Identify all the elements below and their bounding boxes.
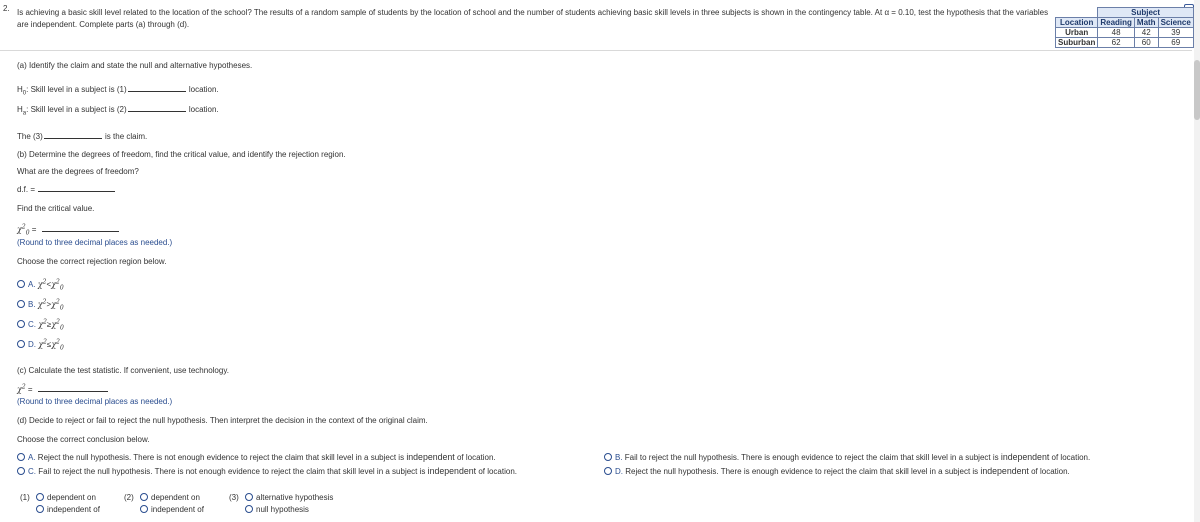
h0-line [17,84,219,97]
chi-symbol: $\chi^2$ [37,298,47,309]
table-row [1056,28,1194,38]
ha-prefix: Skill level in a subject is (2) [30,105,127,114]
choice-label: dependent on [47,493,96,502]
test-stat-line: $\chi^2$ = [17,384,108,394]
radio-button[interactable] [36,493,44,501]
table-cell: 42 [1134,28,1158,38]
table-row-header: Urban [1056,28,1098,38]
conclusion-option-d[interactable] [604,466,1070,476]
option-operator: ≤ [46,340,52,349]
chi0-symbol: $\chi^2_0$ [51,318,64,332]
choice-dependent-on-1[interactable] [36,493,96,502]
table-corner-header: Location [1056,18,1098,28]
radio-button[interactable] [140,505,148,513]
region-option-c[interactable] [17,318,64,332]
radio-button[interactable] [17,300,25,308]
h0-prefix: Skill level in a subject is (1) [30,85,127,94]
part-a-heading: (a) Identify the claim and state the null and alternative hypotheses. [17,61,253,70]
table-group-header: Subject [1098,8,1193,18]
divider [0,50,1192,51]
h0-suffix: location. [188,85,219,94]
option-letter: D. [615,467,623,476]
part-b-heading: (b) Determine the degrees of freedom, find the critical value, and identify the rejection region. [17,150,346,159]
radio-button[interactable] [245,505,253,513]
table-cell: 39 [1158,28,1193,38]
conclusion-option-c[interactable] [17,466,517,476]
choice-group-label: (1) [20,493,30,502]
radio-button[interactable] [245,493,253,501]
claim-prefix: The (3) [17,132,43,141]
table-col-header: Science [1158,18,1193,28]
option-letter: D. [28,340,36,349]
chi-symbol: $\chi^2$ [38,318,47,329]
option-text: Reject the null hypothesis. There is enough evidence to reject the claim that skill level in a subject is [625,467,979,476]
chi-symbol: $\chi^2$ [38,338,47,349]
option-letter: A. [28,280,36,289]
option-tail: of location. [456,453,496,462]
question-number: 2. [3,4,10,13]
option-operator: ≥ [46,320,52,329]
claim-line [17,131,147,141]
choice-label: null hypothesis [256,505,309,514]
choice-null-hypothesis[interactable] [245,505,309,514]
choice-group-label: (2) [124,493,134,502]
option-text: Fail to reject the null hypothesis. There is not enough evidence to reject the claim that skill level in a subject is [38,467,426,476]
blank-3[interactable] [44,131,102,139]
choice-label: independent of [151,505,204,514]
choice-label: dependent on [151,493,200,502]
blank-2[interactable] [128,104,186,112]
df-input[interactable] [38,184,115,192]
table-row-header: Suburban [1056,38,1098,48]
option-letter: A. [28,453,36,462]
table-row [1056,38,1194,48]
part-c-heading: (c) Calculate the test statistic. If convenient, use technology. [17,366,229,375]
table-cell: 60 [1134,38,1158,48]
choice-independent-of-2[interactable] [140,505,204,514]
table-blank-corner [1056,8,1098,18]
table-cell: 48 [1098,28,1135,38]
option-emphasis: independent [1000,452,1050,462]
h0-symbol: $H_0$: [17,85,29,97]
table-cell: 69 [1158,38,1193,48]
cv-input[interactable] [42,224,119,232]
option-tail: of location. [1051,453,1091,462]
option-tail: of location. [1031,467,1070,476]
chi0-symbol: $\chi^2_0$ [17,223,30,237]
table-col-header: Math [1134,18,1158,28]
option-letter: B. [28,300,36,309]
scrollbar-thumb[interactable] [1194,60,1200,120]
round-hint-c: (Round to three decimal places as needed.) [17,397,173,406]
radio-button[interactable] [17,320,25,328]
df-question: What are the degrees of freedom? [17,167,139,176]
chi-symbol: $\chi^2$ [17,383,26,394]
radio-button[interactable] [17,280,25,288]
ha-line [17,104,219,117]
choice-dependent-on-2[interactable] [140,493,200,502]
option-letter: B. [615,453,623,462]
radio-button[interactable] [17,467,25,475]
option-operator: > [46,300,52,309]
option-emphasis: independent [406,452,455,462]
test-stat-input[interactable] [38,384,108,392]
contingency-table [1055,7,1194,48]
region-prompt: Choose the correct rejection region below. [17,257,167,266]
conclusion-option-a[interactable] [17,452,496,462]
choice-label: alternative hypothesis [256,493,334,502]
chi0-symbol: $\chi^2_0$ [51,338,64,352]
region-option-b[interactable] [17,298,64,312]
option-emphasis: independent [980,466,1029,476]
conclusion-prompt: Choose the correct conclusion below. [17,435,150,444]
option-letter: C. [28,467,36,476]
choice-independent-of-1[interactable] [36,505,100,514]
region-option-a[interactable] [17,278,64,292]
table-cell: 62 [1098,38,1135,48]
radio-button[interactable] [36,505,44,513]
choice-label: independent of [47,505,100,514]
part-d-heading: (d) Decide to reject or fail to reject the null hypothesis. Then interpret the decision in the context of the original claim. [17,416,428,425]
option-tail: of location. [478,467,518,476]
radio-button[interactable] [17,453,25,461]
radio-button[interactable] [17,340,25,348]
round-hint-b: (Round to three decimal places as needed.) [17,238,173,247]
choice-group-label: (3) [229,493,239,502]
choice-alternative-hypothesis[interactable] [245,493,333,502]
ha-suffix: location. [188,105,219,114]
option-letter: C. [28,320,36,329]
chi0-symbol: $\chi^2_0$ [51,278,64,292]
chi-symbol: $\chi^2$ [37,278,47,289]
region-option-d[interactable] [17,338,64,352]
ha-symbol: $H_a$: [17,105,29,117]
radio-button[interactable] [604,453,612,461]
claim-suffix: is the claim. [105,132,148,141]
cv-line: $\chi^2_0$ = [17,224,119,234]
question-intro: Is achieving a basic skill level related to the location of the school? The results of a random sample of students by the location of school and the number of students achieving basic skill levels in three subjects is shown in the contingency table. At α = 0.10, test the hypothesis that the variables are independent. Complete parts (a) through (d). [17,8,1049,29]
df-label: d.f. = [17,185,36,194]
option-text: Fail to reject the null hypothesis. There is enough evidence to reject the claim that skill level in a subject is [624,453,999,462]
chi0-symbol: $\chi^2_0$ [51,298,64,312]
conclusion-option-b[interactable] [604,452,1090,462]
option-emphasis: independent [427,466,477,476]
table-col-header: Reading [1098,18,1135,28]
radio-button[interactable] [604,467,612,475]
option-operator: < [46,280,52,289]
option-text: Reject the null hypothesis. There is not enough evidence to reject the claim that skill level in a subject is [37,453,405,462]
cv-prompt: Find the critical value. [17,204,95,213]
blank-1[interactable] [128,84,186,92]
radio-button[interactable] [140,493,148,501]
df-line [17,184,115,194]
